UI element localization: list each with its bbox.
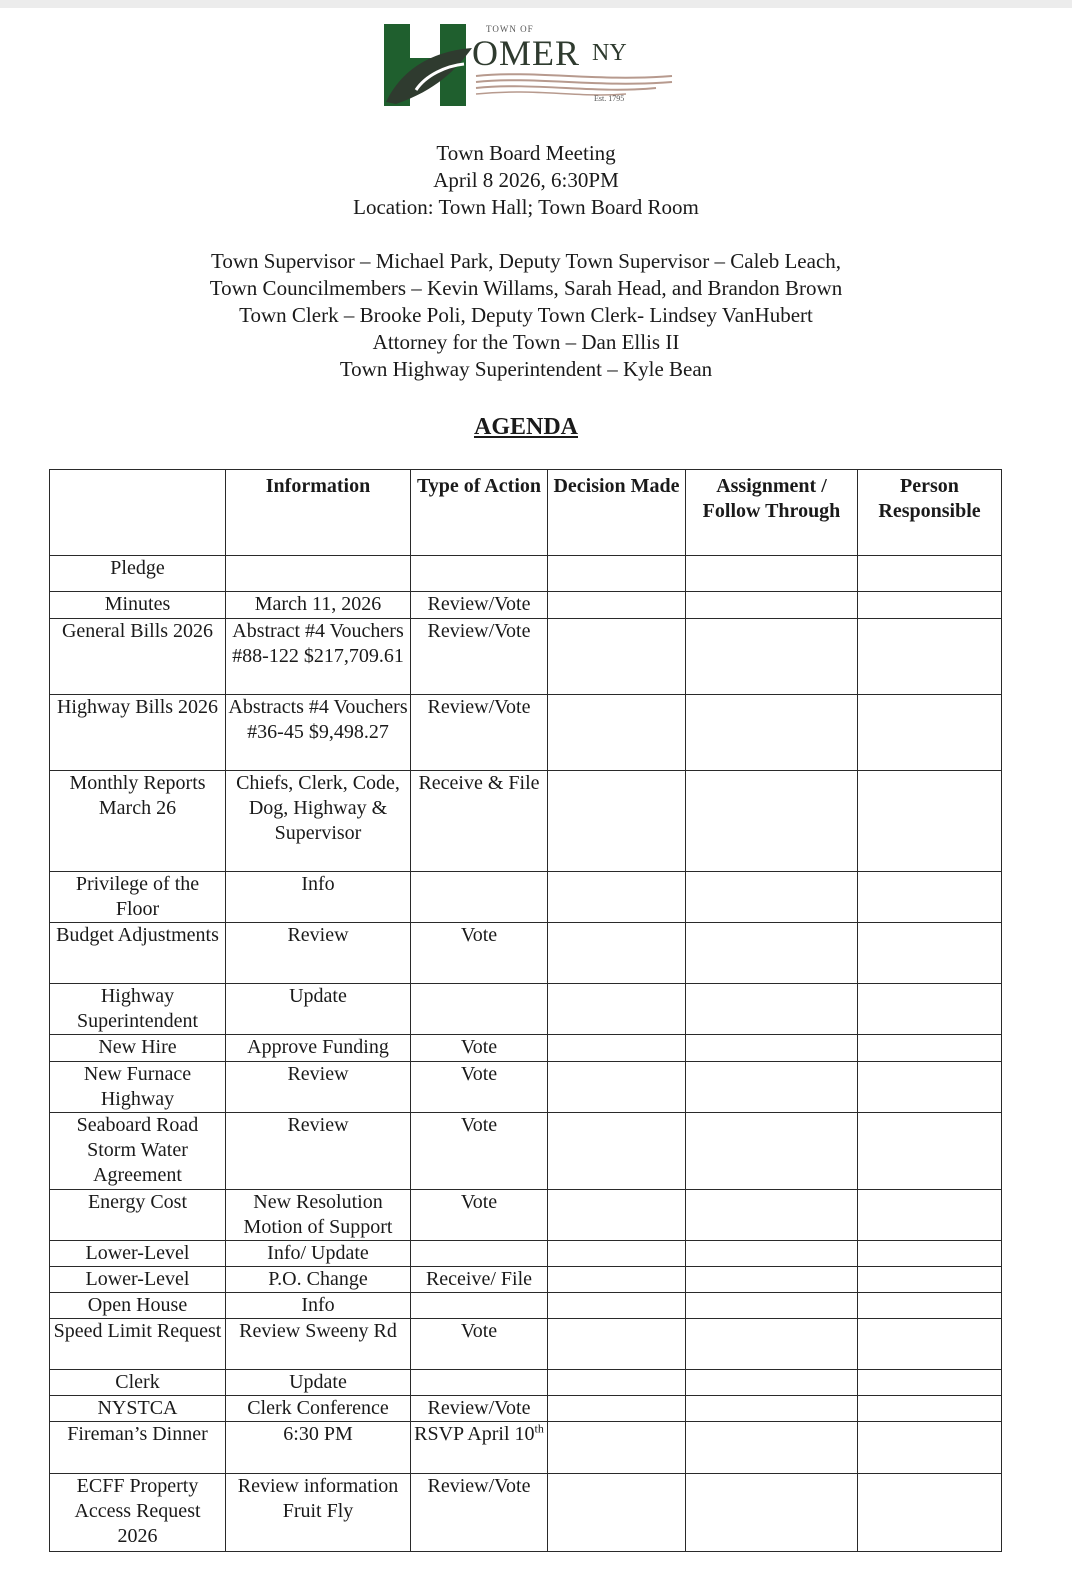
assignment-cell — [686, 1241, 858, 1267]
assignment-cell — [686, 1422, 858, 1474]
table-row — [50, 1293, 1002, 1319]
agenda-item-cell: Lower-Level — [50, 1267, 226, 1293]
information-cell: Review — [226, 1113, 411, 1190]
column-header-item — [50, 470, 226, 556]
table-row — [50, 923, 1002, 984]
assignment-cell — [686, 1396, 858, 1422]
officials-roster — [0, 248, 1052, 383]
table-row — [50, 1113, 1002, 1190]
agenda-table — [49, 469, 1002, 1552]
table-header-row — [50, 470, 1002, 556]
person-responsible-cell — [858, 1396, 1002, 1422]
column-header-decision-made: Decision Made — [548, 470, 686, 556]
decision-made-cell — [548, 592, 686, 619]
assignment-cell — [686, 923, 858, 984]
assignment-cell — [686, 1370, 858, 1396]
scan-top-edge — [0, 0, 1072, 8]
information-cell — [226, 556, 411, 592]
type-of-action-cell: Vote — [411, 1035, 548, 1062]
agenda-item-cell: Speed Limit Request — [50, 1319, 226, 1370]
type-of-action-cell — [411, 1241, 548, 1267]
type-of-action-cell: Receive/ File — [411, 1267, 548, 1293]
decision-made-cell — [548, 1396, 686, 1422]
town-logo — [376, 20, 676, 112]
roster-line: Town Councilmembers – Kevin Willams, Sarah Head, and Brandon Brown — [209, 276, 843, 300]
type-of-action-cell: Receive & File — [411, 771, 548, 872]
agenda-item-cell: Highway Bills 2026 — [50, 695, 226, 771]
assignment-cell — [686, 592, 858, 619]
information-cell: Info — [226, 872, 411, 923]
decision-made-cell — [548, 923, 686, 984]
table-row — [50, 771, 1002, 872]
person-responsible-cell — [858, 1062, 1002, 1113]
column-header-type-of-action: Type of Action — [411, 470, 548, 556]
information-cell: Review — [226, 1062, 411, 1113]
type-of-action-cell: Review/Vote — [411, 695, 548, 771]
agenda-item-cell: Budget Adjustments — [50, 923, 226, 984]
person-responsible-cell — [858, 1319, 1002, 1370]
agenda-rows — [50, 556, 1002, 1552]
decision-made-cell — [548, 1062, 686, 1113]
table-row — [50, 1422, 1002, 1474]
type-of-action-cell — [411, 984, 548, 1035]
roster-line: Attorney for the Town – Dan Ellis II — [372, 330, 680, 354]
agenda-item-cell: Lower-Level — [50, 1241, 226, 1267]
table-row — [50, 1319, 1002, 1370]
person-responsible-cell — [858, 592, 1002, 619]
table-row — [50, 1190, 1002, 1241]
meeting-title: Town Board Meeting — [436, 141, 616, 165]
roster-line: Town Supervisor – Michael Park, Deputy Town Supervisor – Caleb Leach, — [210, 249, 842, 273]
agenda-item-cell: Highway Superintendent — [50, 984, 226, 1035]
agenda-item-cell: ECFF Property Access Request 2026 — [50, 1474, 226, 1552]
type-of-action-cell: Review/Vote — [411, 619, 548, 695]
decision-made-cell — [548, 1422, 686, 1474]
agenda-item-cell: Fireman’s Dinner — [50, 1422, 226, 1474]
table-row — [50, 619, 1002, 695]
person-responsible-cell — [858, 1267, 1002, 1293]
assignment-cell — [686, 771, 858, 872]
table-row — [50, 1062, 1002, 1113]
agenda-title: AGENDA — [473, 414, 578, 440]
person-responsible-cell — [858, 556, 1002, 592]
agenda-item-cell: Seaboard Road Storm Water Agreement — [50, 1113, 226, 1190]
person-responsible-cell — [858, 1113, 1002, 1190]
assignment-cell — [686, 1293, 858, 1319]
information-cell: P.O. Change — [226, 1267, 411, 1293]
person-responsible-cell — [858, 1241, 1002, 1267]
agenda-item-cell: NYSTCA — [50, 1396, 226, 1422]
decision-made-cell — [548, 1113, 686, 1190]
decision-made-cell — [548, 1370, 686, 1396]
type-of-action-cell — [411, 872, 548, 923]
agenda-item-cell: Open House — [50, 1293, 226, 1319]
type-of-action-cell: Vote — [411, 923, 548, 984]
information-cell: Update — [226, 1370, 411, 1396]
agenda-item-cell: Privilege of the Floor — [50, 872, 226, 923]
assignment-cell — [686, 619, 858, 695]
table-row — [50, 1474, 1002, 1552]
person-responsible-cell — [858, 984, 1002, 1035]
assignment-cell — [686, 556, 858, 592]
decision-made-cell — [548, 1267, 686, 1293]
column-header-assignment: Assignment / Follow Through — [686, 470, 858, 556]
logo-town-name: OMER — [472, 33, 581, 73]
decision-made-cell — [548, 1293, 686, 1319]
information-cell: 6:30 PM — [226, 1422, 411, 1474]
decision-made-cell — [548, 1319, 686, 1370]
roster-line: Town Highway Superintendent – Kyle Bean — [339, 357, 713, 381]
decision-made-cell — [548, 619, 686, 695]
agenda-item-cell: New Furnace Highway — [50, 1062, 226, 1113]
person-responsible-cell — [858, 619, 1002, 695]
person-responsible-cell — [858, 1293, 1002, 1319]
logo-state: NY — [592, 40, 627, 66]
person-responsible-cell — [858, 695, 1002, 771]
information-cell: Abstracts #4 Vouchers #36-45 $9,498.27 — [226, 695, 411, 771]
assignment-cell — [686, 695, 858, 771]
agenda-item-cell: General Bills 2026 — [50, 619, 226, 695]
type-of-action-cell: RSVP April 10th — [411, 1422, 548, 1474]
type-of-action-cell — [411, 1293, 548, 1319]
agenda-item-cell: Clerk — [50, 1370, 226, 1396]
assignment-cell — [686, 1319, 858, 1370]
assignment-cell — [686, 1113, 858, 1190]
table-row — [50, 1370, 1002, 1396]
person-responsible-cell — [858, 1370, 1002, 1396]
person-responsible-cell — [858, 771, 1002, 872]
agenda-item-cell: New Hire — [50, 1035, 226, 1062]
table-row — [50, 695, 1002, 771]
information-cell: Clerk Conference — [226, 1396, 411, 1422]
table-row — [50, 1035, 1002, 1062]
type-of-action-cell — [411, 556, 548, 592]
assignment-cell — [686, 984, 858, 1035]
person-responsible-cell — [858, 1190, 1002, 1241]
logo-established: Est. 1795 — [594, 94, 625, 103]
information-cell: Abstract #4 Vouchers #88-122 $217,709.61 — [226, 619, 411, 695]
information-cell: Chiefs, Clerk, Code, Dog, Highway & Supervisor — [226, 771, 411, 872]
table-row — [50, 1241, 1002, 1267]
decision-made-cell — [548, 984, 686, 1035]
table-row — [50, 1267, 1002, 1293]
table-row — [50, 1396, 1002, 1422]
information-cell: March 11, 2026 — [226, 592, 411, 619]
type-of-action-cell: Vote — [411, 1190, 548, 1241]
column-header-information: Information — [226, 470, 411, 556]
assignment-cell — [686, 1474, 858, 1552]
decision-made-cell — [548, 1474, 686, 1552]
person-responsible-cell — [858, 1474, 1002, 1552]
decision-made-cell — [548, 771, 686, 872]
assignment-cell — [686, 1035, 858, 1062]
type-of-action-cell: Review/Vote — [411, 1396, 548, 1422]
information-cell: New Resolution Motion of Support — [226, 1190, 411, 1241]
type-of-action-cell: Review/Vote — [411, 592, 548, 619]
table-row — [50, 872, 1002, 923]
table-row — [50, 984, 1002, 1035]
meeting-date-time: April 8 2026, 6:30PM — [433, 168, 619, 192]
information-cell: Review Sweeny Rd — [226, 1319, 411, 1370]
type-of-action-cell: Review/Vote — [411, 1474, 548, 1552]
agenda-item-cell: Monthly Reports March 26 — [50, 771, 226, 872]
decision-made-cell — [548, 695, 686, 771]
type-of-action-cell: Vote — [411, 1319, 548, 1370]
type-of-action-cell: Vote — [411, 1062, 548, 1113]
information-cell: Info — [226, 1293, 411, 1319]
decision-made-cell — [548, 556, 686, 592]
decision-made-cell — [548, 1035, 686, 1062]
person-responsible-cell — [858, 1035, 1002, 1062]
roster-line: Town Clerk – Brooke Poli, Deputy Town Clerk- Lindsey VanHubert — [239, 303, 813, 327]
type-of-action-cell — [411, 1370, 548, 1396]
agenda-item-cell: Minutes — [50, 592, 226, 619]
decision-made-cell — [548, 1190, 686, 1241]
person-responsible-cell — [858, 872, 1002, 923]
decision-made-cell — [548, 1241, 686, 1267]
meeting-location: Location: Town Hall; Town Board Room — [353, 195, 699, 219]
information-cell: Review information Fruit Fly — [226, 1474, 411, 1552]
information-cell: Review — [226, 923, 411, 984]
person-responsible-cell — [858, 923, 1002, 984]
information-cell: Approve Funding — [226, 1035, 411, 1062]
assignment-cell — [686, 1267, 858, 1293]
logo-town-of: TOWN OF — [486, 24, 534, 34]
information-cell: Update — [226, 984, 411, 1035]
information-cell: Info/ Update — [226, 1241, 411, 1267]
type-of-action-cell: Vote — [411, 1113, 548, 1190]
decision-made-cell — [548, 872, 686, 923]
assignment-cell — [686, 1190, 858, 1241]
agenda-item-cell: Pledge — [50, 556, 226, 592]
person-responsible-cell — [858, 1422, 1002, 1474]
meeting-header — [0, 140, 1052, 221]
table-row — [50, 556, 1002, 592]
column-header-person-responsible: Person Responsible — [858, 470, 1002, 556]
agenda-item-cell: Energy Cost — [50, 1190, 226, 1241]
assignment-cell — [686, 1062, 858, 1113]
table-row — [50, 592, 1002, 619]
assignment-cell — [686, 872, 858, 923]
